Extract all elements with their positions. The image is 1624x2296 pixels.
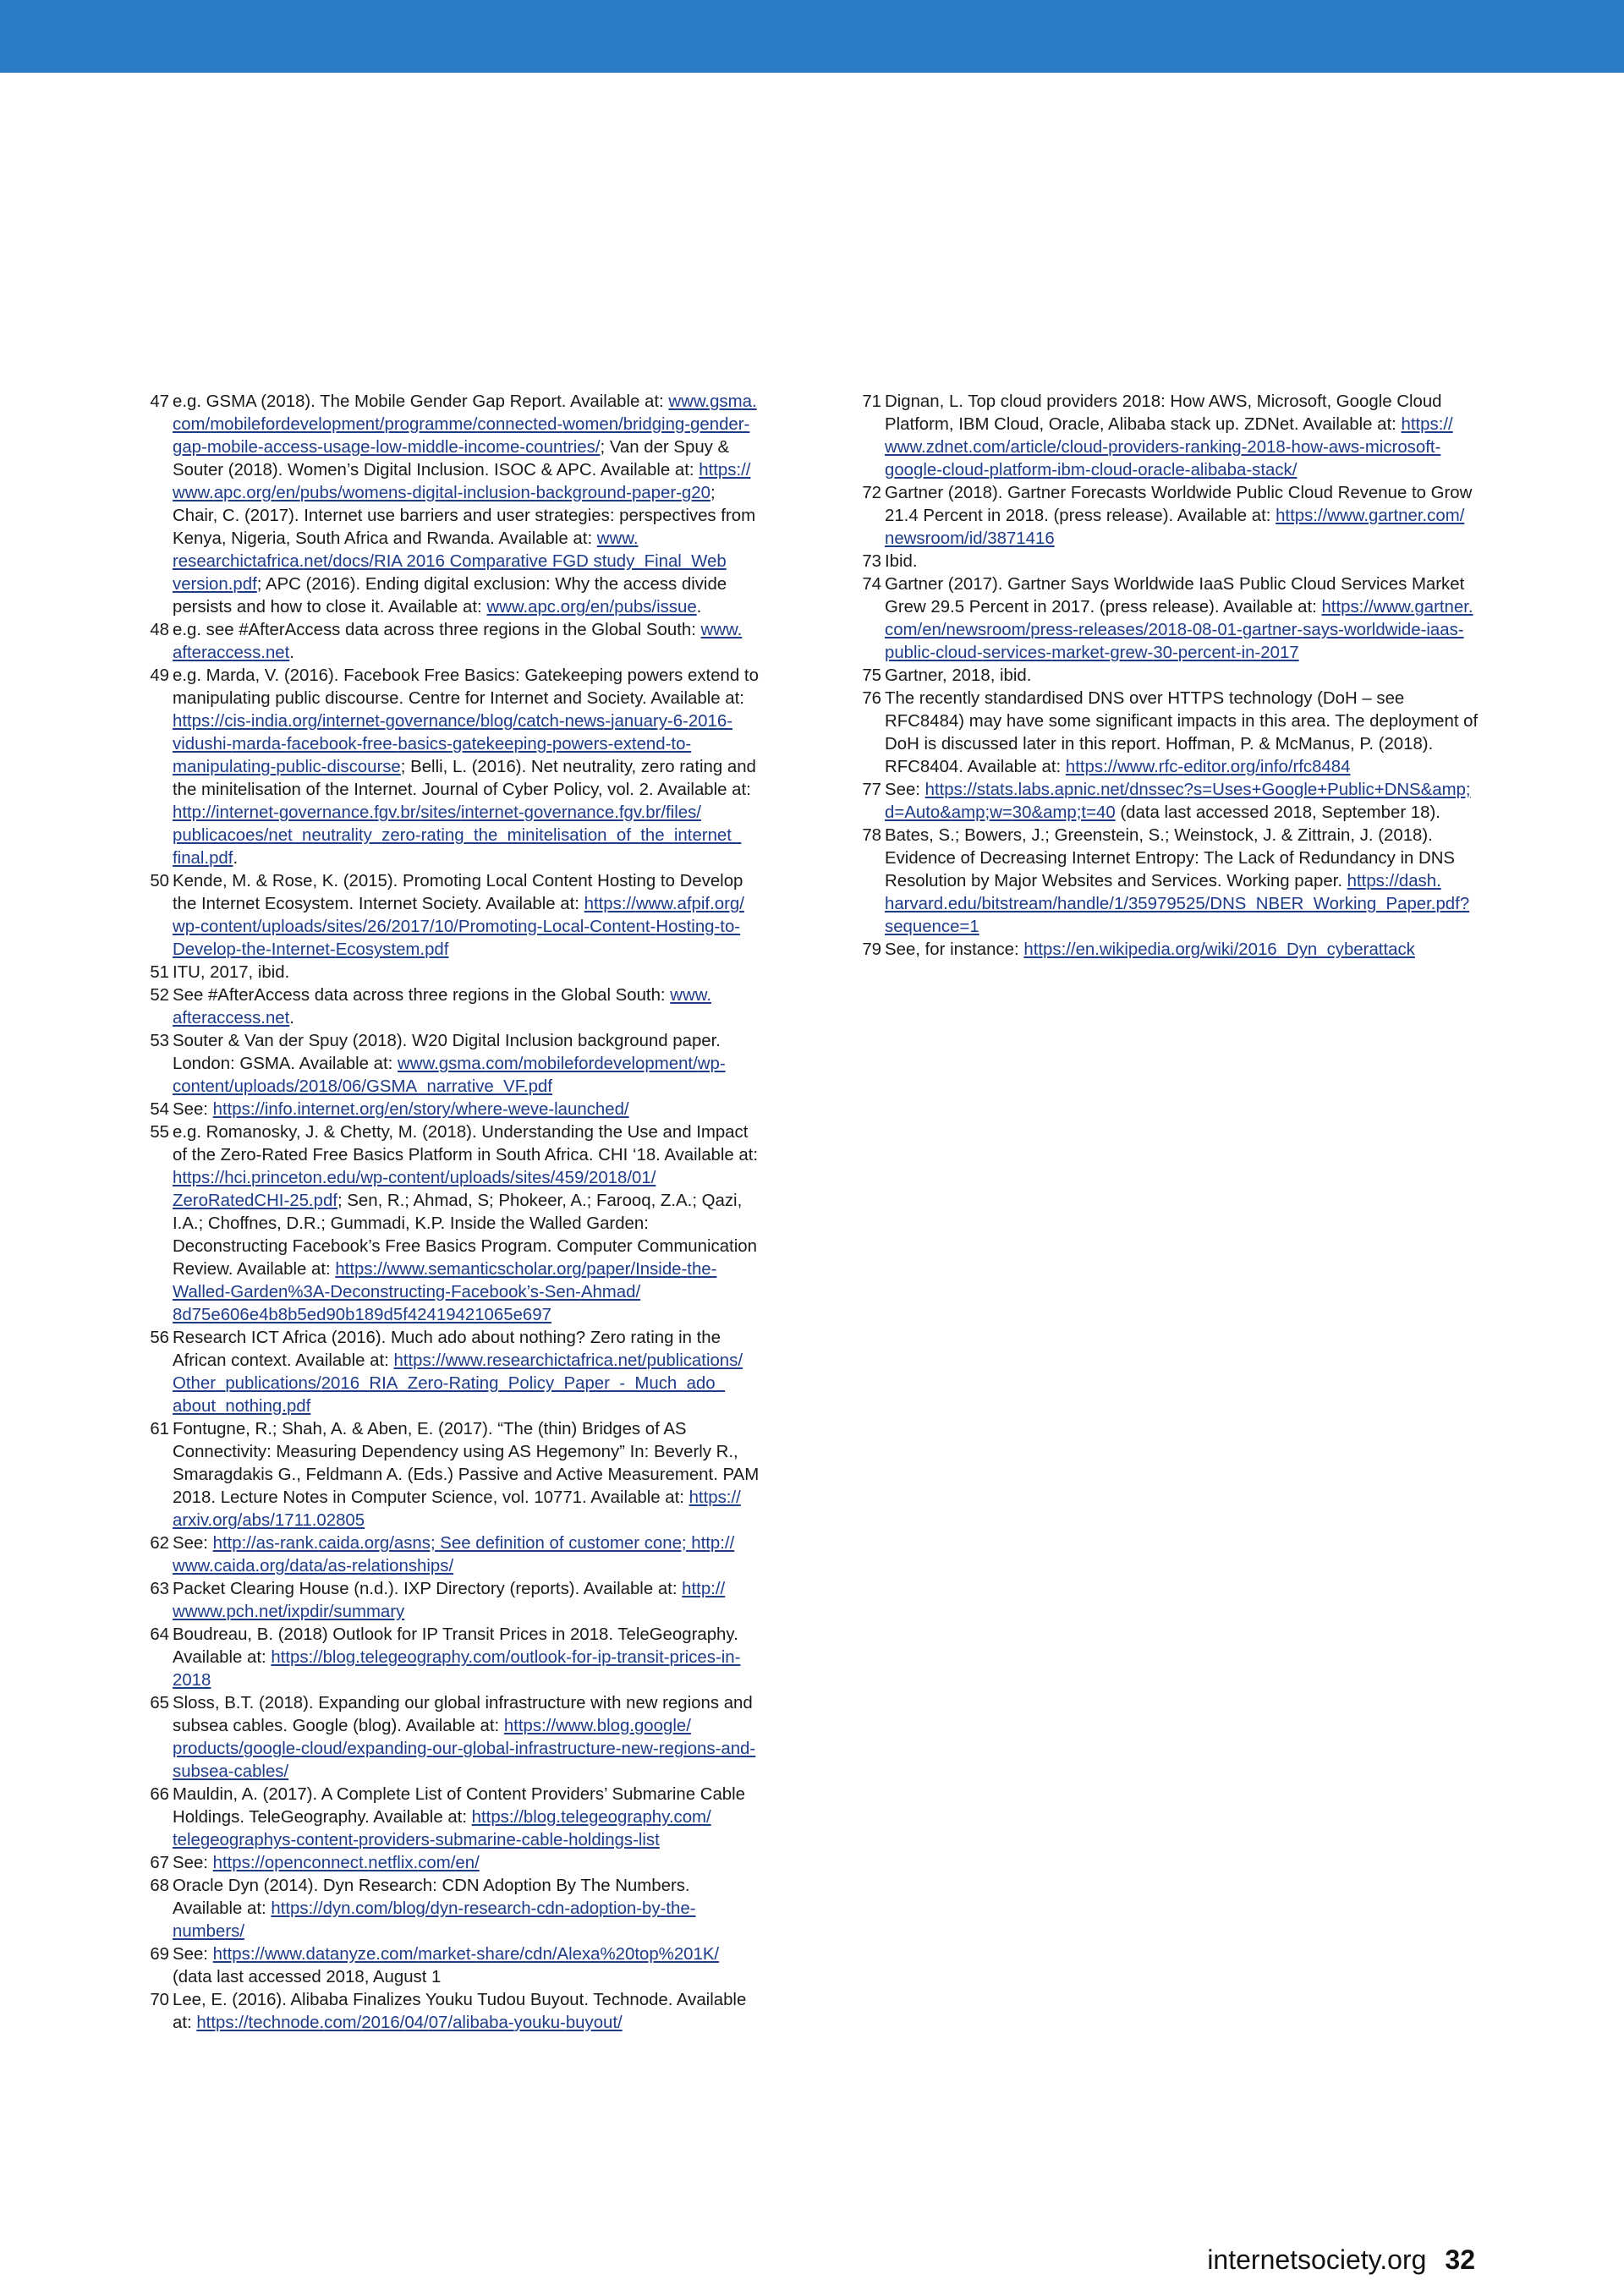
citation-text: e.g. Marda, V. (2016). Facebook Free Basics: Gatekeeping powers extend to manipulating public discourse. Centre for Internet and Society. Available at: [173,666,759,708]
endnote-text [173,1692,761,1784]
citation-link[interactable]: www.afteraccess.net [173,986,711,1027]
citation-text: ; Sen, R.; Ahmad, S; Phokeer, A.; Farooq, Z.A.; Qazi, I.A.; Choffnes, D.R.; Gummadi, K.P. Inside the Walled Garden: Deconstructing Facebook’s Free Basics Program. Computer Communication Review. Available at: [173,1192,757,1279]
citation-text: ; Van der Spuy & Souter (2018). Women’s Digital Inclusion. ISOC & APC. Available at: [173,438,730,479]
citation-link[interactable]: https://blog.telegeography.com/telegeographys-content-providers-submarine-cable-holdings-list [173,1808,711,1849]
citation-text: Bates, S.; Bowers, J.; Greenstein, S.; Weinstock, J. & Zittrain, J. (2018). Evidence of Decreasing Internet Entropy: The Lack of Redundancy in DNS Resolution by Major Websites and Services. Working paper. [885,826,1456,890]
endnote-text [173,1327,761,1418]
citation-text: e.g. GSMA (2018). The Mobile Gender Gap Report. Available at: [173,392,669,411]
endnote-item [144,1418,761,1532]
citation-link[interactable]: https://www.semanticscholar.org/paper/Inside-the-Walled-Garden%3A-Deconstructing-Facebook’s-Sen-Ahmad/8d75e606e4b8b5ed90b189d5f42419421065e697 [173,1260,717,1324]
citation-text: Souter & Van der Spuy (2018). W20 Digital Inclusion background paper. London: GSMA. Available at: [173,1032,721,1073]
endnote-number: 72 [862,484,881,502]
citation-text: Mauldin, A. (2017). A Complete List of Content Providers’ Submarine Cable Holdings. TeleGeography. Available at: [173,1785,746,1827]
endnote-text [173,1784,761,1852]
citation-text: ; Belli, L. (2016). Net neutrality, zero rating and the minitelisation of the Internet. Journal of Cyber Policy, vol. 2. Available at: [173,758,756,799]
endnote-number: 55 [150,1123,169,1142]
citation-text: (data last accessed 2018, September 18). [1115,803,1440,822]
citation-link[interactable]: http://wwww.pch.net/ixpdir/summary [173,1580,726,1621]
citation-link[interactable]: http://internet-governance.fgv.br/sites/internet-governance.fgv.br/files/publicacoes/net_neutrality_zero-rating_the_minitelisation_of_the_internet_final.pdf [173,803,742,868]
footer-site[interactable]: internetsociety.org [1207,2244,1427,2275]
page-footer [1207,2243,1475,2277]
endnote-number: 64 [150,1625,169,1644]
citation-link[interactable]: https://dyn.com/blog/dyn-research-cdn-adoption-by-the-numbers/ [173,1899,696,1941]
endnote-text [173,619,761,665]
header-banner [0,0,1624,73]
citation-text: Fontugne, R.; Shah, A. & Aben, E. (2017). “The (thin) Bridges of AS Connectivity: Measuring Dependency using AS Hegemony” In: Beverly R., Smaragdakis G., Feldmann A. (Eds.) Passive and Active Measurement. PAM 2018. Lecture Notes in Computer Science, vol. 10771. Available at: [173,1420,760,1507]
endnote-item [144,1099,761,1121]
endnote-text [885,779,1486,825]
page-number: 32 [1445,2244,1475,2275]
endnote-item [144,1578,761,1624]
endnote-item [144,1121,761,1327]
endnote-item [144,1624,761,1692]
endnote-number: 56 [150,1329,169,1347]
citation-text: Gartner (2018). Gartner Forecasts Worldwide Public Cloud Revenue to Grow 21.4 Percent in 2018. (press release). Available at: [885,484,1473,525]
endnote-number: 66 [150,1785,169,1804]
endnote-item [144,1030,761,1099]
endnote-item [144,1943,761,1989]
citation-link[interactable]: https://dash.harvard.edu/bitstream/handle/1/35979525/DNS_NBER_Working_Paper.pdf?sequence=1 [885,872,1470,936]
citation-text: Kende, M. & Rose, K. (2015). Promoting Local Content Hosting to Develop the Internet Ecosystem. Internet Society. Available at: [173,872,743,913]
endnote-text [885,551,1486,573]
endnote-number: 68 [150,1877,169,1895]
endnote-number: 63 [150,1580,169,1598]
citation-text: See: [173,1100,213,1119]
citation-link[interactable]: https://hci.princeton.edu/wp-content/uploads/sites/459/2018/01/ZeroRatedCHI-25.pdf [173,1169,656,1210]
endnote-text [885,688,1486,779]
citation-text: See #AfterAccess data across three regions in the Global South: [173,986,671,1005]
endnote-text [173,1624,761,1692]
endnote-number: 49 [150,666,169,685]
endnote-text [173,391,761,619]
endnote-text [173,1099,761,1121]
endnotes-left-column [144,391,761,2035]
endnote-number: 48 [150,621,169,639]
citation-link[interactable]: https://blog.telegeography.com/outlook-for-ip-transit-prices-in-2018 [173,1648,741,1690]
endnote-number: 70 [150,1991,169,2009]
endnote-text [173,1121,761,1327]
endnote-text [173,665,761,870]
citation-text: Gartner (2017). Gartner Says Worldwide IaaS Public Cloud Services Market Grew 29.5 Percent in 2017. (press release). Available at: [885,575,1465,616]
endnote-number: 79 [862,940,881,959]
endnote-text [885,939,1486,962]
endnote-item [856,391,1486,482]
citation-text: e.g. see #AfterAccess data across three regions in the Global South: [173,621,701,639]
citation-link[interactable]: http://as-rank.caida.org/asns; See definition of customer cone; http://www.caida.org/data/as-relationships/ [173,1534,735,1575]
endnotes-right-column [856,391,1486,962]
citation-link[interactable]: https://www.researchictafrica.net/publications/Other_publications/2016_RIA_Zero-Rating_Policy_Paper_-_Much_ado_about_nothing.pdf [173,1351,743,1416]
endnote-text [173,1532,761,1578]
endnote-item [144,984,761,1030]
citation-link[interactable]: https://info.internet.org/en/story/where-weve-launched/ [212,1100,629,1119]
endnote-text [173,984,761,1030]
endnote-item [856,825,1486,939]
citation-text: Boudreau, B. (2018) Outlook for IP Transit Prices in 2018. TeleGeography. Available at: [173,1625,738,1667]
endnote-item [144,619,761,665]
citation-text: . [233,849,239,868]
endnote-number: 54 [150,1100,169,1119]
endnote-text [885,573,1486,665]
endnote-number: 74 [862,575,881,594]
endnote-number: 47 [150,392,169,411]
citation-link[interactable]: www.apc.org/en/pubs/issue [486,598,697,616]
citation-link[interactable]: https://www.apc.org/en/pubs/womens-digital-inclusion-background-paper-g20 [173,461,751,502]
citation-text: ; APC (2016). Ending digital exclusion: Why the access divide persists and how to close it. Available at: [173,575,727,616]
citation-link[interactable]: https://www.gartner.com/newsroom/id/3871416 [885,507,1465,548]
endnote-number: 76 [862,689,881,708]
citation-text: ; Chair, C. (2017). Internet use barriers and user strategies: perspectives from Kenya, Nigeria, South Africa and Rwanda. Available at: [173,484,756,548]
citation-text: See: [173,1534,213,1553]
citation-text: Gartner, 2018, ibid. [885,666,1032,685]
citation-text: . [289,644,294,662]
citation-text: The recently standardised DNS over HTTPS technology (DoH – see RFC8484) may have some significant impacts in this area. The deployment of DoH is discussed later in this report. Hoffman, P. & McManus, P. (2018). RFC8404. Available at: [885,689,1479,776]
citation-text: Ibid. [885,552,918,571]
citation-text: . [696,598,702,616]
endnote-item [144,1532,761,1578]
endnote-text [173,870,761,962]
citation-text: Sloss, B.T. (2018). Expanding our global infrastructure with new regions and subsea cables. Google (blog). Available at: [173,1694,753,1735]
endnote-item [144,1852,761,1875]
citation-text: e.g. Romanosky, J. & Chetty, M. (2018). Understanding the Use and Impact of the Zero-Rated Free Basics Platform in South Africa. CHI ‘18. Available at: [173,1123,759,1164]
endnote-item [144,391,761,619]
citation-text: . [289,1009,294,1027]
citation-text: See: [173,1945,213,1964]
endnote-number: 78 [862,826,881,845]
endnote-item [144,1784,761,1852]
endnote-text [173,962,761,984]
citation-link[interactable]: https://cis-india.org/internet-governance/blog/catch-news-january-6-2016-vidushi-marda-facebook-free-basics-gatekeeping-powers-extend-to-manipulating-public-discourse [173,712,732,776]
endnote-number: 51 [150,963,169,982]
citation-link[interactable]: https://en.wikipedia.org/wiki/2016_Dyn_cyberattack [1023,940,1415,959]
citation-link[interactable]: https://stats.labs.apnic.net/dnssec?s=Uses+Google+Public+DNS&amp;d=Auto&amp;w=30&amp;t=40 [885,781,1471,822]
citation-link[interactable]: https://www.afpif.org/wp-content/uploads/sites/26/2017/10/Promoting-Local-Content-Hosting-to-Develop-the-Internet-Ecosystem.pdf [173,895,744,959]
endnote-number: 65 [150,1694,169,1712]
endnote-text [885,482,1486,551]
endnote-item [144,870,761,962]
citation-link[interactable]: www.researchictafrica.net/docs/RIA 2016 Comparative FGD study_Final_Web version.pdf [173,529,727,594]
endnote-text [173,1418,761,1532]
endnote-item [856,779,1486,825]
endnote-text [885,391,1486,482]
endnote-item [144,962,761,984]
endnote-text [173,1875,761,1943]
citation-link[interactable]: www.afteraccess.net [173,621,743,662]
citation-text: See: [173,1854,213,1872]
endnote-number: 53 [150,1032,169,1050]
endnote-text [173,1030,761,1099]
citation-link[interactable]: www.gsma.com/mobilefordevelopment/wp-content/uploads/2018/06/GSMA_narrative_VF.pdf [173,1055,726,1096]
citation-link[interactable]: https://www.rfc-editor.org/info/rfc8484 [1065,758,1351,776]
endnote-item [144,665,761,870]
endnote-text [173,1943,761,1989]
endnote-number: 67 [150,1854,169,1872]
endnote-text [173,1989,761,2035]
citation-text: Research ICT Africa (2016). Much ado about nothing? Zero rating in the African context. Available at: [173,1329,721,1370]
citation-link[interactable]: https://technode.com/2016/04/07/alibaba-youku-buyout/ [196,2014,623,2032]
endnote-item [144,1327,761,1418]
citation-text: See: [885,781,925,799]
endnote-text [173,1852,761,1875]
endnote-number: 71 [862,392,881,411]
citation-text: See, for instance: [885,940,1024,959]
endnote-item [144,1989,761,2035]
endnote-item [856,573,1486,665]
endnote-number: 75 [862,666,881,685]
endnote-item [144,1875,761,1943]
citation-link[interactable]: https://www.zdnet.com/article/cloud-providers-ranking-2018-how-aws-microsoft-google-cloud-platform-ibm-cloud-oracle-alibaba-stack/ [885,415,1453,479]
endnote-number: 62 [150,1534,169,1553]
endnote-number: 61 [150,1420,169,1438]
endnote-item [856,482,1486,551]
endnote-item [856,551,1486,573]
endnote-item [856,688,1486,779]
endnote-number: 73 [862,552,881,571]
endnote-item [856,665,1486,688]
endnote-text [885,825,1486,939]
citation-text: (data last accessed 2018, August 1 [173,1968,442,1986]
citation-text: Dignan, L. Top cloud providers 2018: How AWS, Microsoft, Google Cloud Platform, IBM Cloud, Oracle, Alibaba stack up. ZDNet. Available at: [885,392,1442,434]
citation-text: ITU, 2017, ibid. [173,963,290,982]
endnote-number: 77 [862,781,881,799]
endnote-text [173,1578,761,1624]
endnote-number: 52 [150,986,169,1005]
endnote-item [856,939,1486,962]
citation-link[interactable]: https://openconnect.netflix.com/en/ [212,1854,480,1872]
citation-link[interactable]: https://www.blog.google/products/google-cloud/expanding-our-global-infrastructure-new-regions-and-subsea-cables/ [173,1717,756,1781]
citation-link[interactable]: https://www.datanyze.com/market-share/cdn/Alexa%20top%201K/ [212,1945,720,1964]
endnote-text [885,665,1486,688]
citation-link[interactable]: https://www.gartner.com/en/newsroom/press-releases/2018-08-01-gartner-says-worldwide-iaas-public-cloud-services-market-grew-30-percent-in-2017 [885,598,1473,662]
citation-text: Packet Clearing House (n.d.). IXP Directory (reports). Available at: [173,1580,683,1598]
citation-text: Oracle Dyn (2014). Dyn Research: CDN Adoption By The Numbers. Available at: [173,1877,690,1918]
citation-text: Lee, E. (2016). Alibaba Finalizes Youku Tudou Buyout. Technode. Available at: [173,1991,747,2032]
endnote-number: 69 [150,1945,169,1964]
endnote-item [144,1692,761,1784]
citation-link[interactable]: https://arxiv.org/abs/1711.02805 [173,1488,741,1530]
endnote-number: 50 [150,872,169,890]
citation-link[interactable]: www.gsma.com/mobilefordevelopment/programme/connected-women/bridging-gender-gap-mobile-access-usage-low-middle-income-countries/ [173,392,757,457]
